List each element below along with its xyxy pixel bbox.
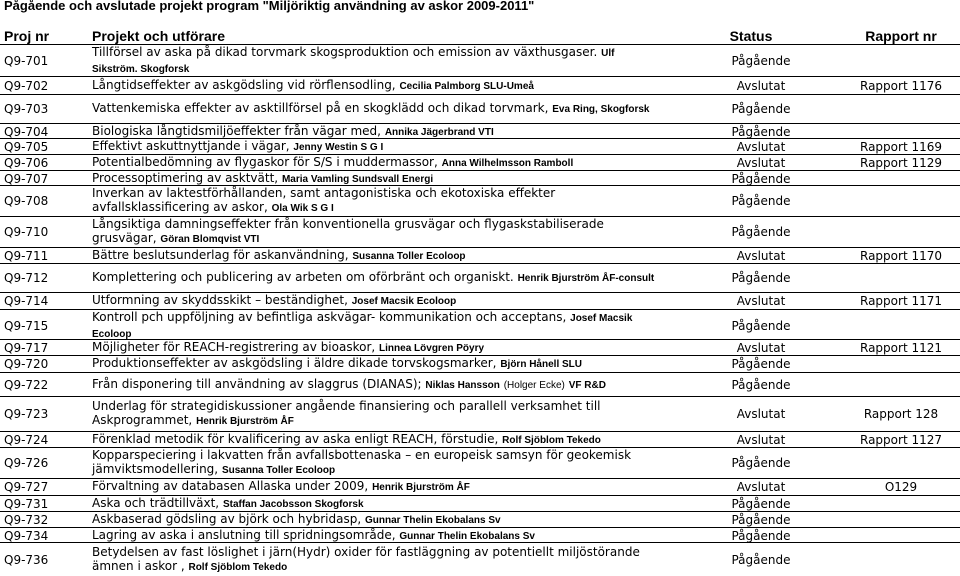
status-cell <box>660 293 842 309</box>
project-cell <box>88 139 660 155</box>
report-cell <box>842 479 960 495</box>
project-description <box>92 496 660 512</box>
project-cell <box>88 543 660 576</box>
table-row <box>0 45 960 77</box>
project-number: Q9-702 <box>4 78 49 93</box>
status-cell <box>660 432 842 448</box>
project-performer: Susanna Toller Ecoloop <box>221 465 336 476</box>
project-cell <box>88 479 660 495</box>
status-cell <box>660 496 842 512</box>
project-cell <box>88 186 660 216</box>
project-title: Långtidseffekter av askgödsling vid rörflensodling, <box>92 77 396 92</box>
project-number-cell <box>0 95 88 123</box>
project-cell <box>88 448 660 478</box>
project-number-cell <box>0 340 88 356</box>
table-row <box>0 543 960 576</box>
project-title: Processoptimering av asktvätt, <box>92 171 279 185</box>
project-performer: Gunnar Thelin Ekobalans Sv <box>364 515 501 526</box>
status-text: Pågående <box>731 271 791 285</box>
status-text: Pågående <box>731 377 791 392</box>
project-title: Förvaltning av databasen Allaska under 2009, <box>92 479 369 493</box>
project-number-cell <box>0 77 88 94</box>
report-cell <box>842 496 960 512</box>
table-row <box>0 264 960 293</box>
project-description <box>92 248 660 264</box>
status-cell <box>660 373 842 396</box>
project-number-cell <box>0 397 88 431</box>
report-cell <box>842 248 960 264</box>
status-text: Pågående <box>731 529 791 543</box>
project-title: Aska och trädtillväxt, <box>92 496 220 510</box>
project-title: Tillförsel av aska på dikad torvmark skogsproduktion och emission av växthusgaser. <box>92 45 598 59</box>
project-number: Q9-723 <box>4 407 49 421</box>
project-cell <box>88 171 660 187</box>
table-row <box>0 340 960 356</box>
project-title: Inverkan av laktestförhållanden, samt antagonistiska och ekotoxiska effekter avfallsklassificering av askor, <box>92 186 556 214</box>
status-text: Avslutat <box>736 341 786 355</box>
project-number: Q9-734 <box>4 529 49 543</box>
project-number-cell <box>0 496 88 512</box>
status-cell <box>660 528 842 544</box>
project-performer: Annika Jägerbrand VTI <box>384 127 494 138</box>
project-performer: Josef Macsik Ecoloop <box>92 313 633 340</box>
status-cell <box>660 139 842 155</box>
project-number-cell <box>0 432 88 448</box>
project-title: Vattenkemiska effekter av asktillförsel på en skogklädd och dikad torvmark, <box>92 101 549 115</box>
project-number-cell <box>0 528 88 544</box>
project-number-cell <box>0 171 88 187</box>
report-cell <box>842 124 960 140</box>
project-number: Q9-722 <box>4 377 49 392</box>
project-performer: Ulf Sikström. Skogforsk <box>92 48 615 75</box>
status-cell <box>660 512 842 528</box>
status-cell <box>660 448 842 478</box>
status-cell <box>660 95 842 123</box>
report-cell <box>842 155 960 171</box>
project-description <box>92 432 660 448</box>
project-number: Q9-704 <box>4 125 49 139</box>
report-number: Rapport 1176 <box>860 78 942 93</box>
report-cell <box>842 528 960 544</box>
project-number-cell <box>0 373 88 396</box>
report-number: Rapport 1129 <box>860 156 942 170</box>
report-cell <box>842 512 960 528</box>
project-number-cell <box>0 356 88 372</box>
table-row <box>0 432 960 448</box>
report-cell <box>842 264 960 292</box>
status-cell <box>660 397 842 431</box>
project-number: Q9-706 <box>4 156 49 170</box>
status-text: Pågående <box>731 102 791 116</box>
project-cell <box>88 248 660 264</box>
status-text: Avslutat <box>736 407 786 421</box>
project-number-cell <box>0 45 88 77</box>
project-cell <box>88 217 660 247</box>
status-cell <box>660 45 842 77</box>
project-description <box>92 310 660 342</box>
project-performer: Cecilia Palmborg SLU-Umeå <box>399 80 534 92</box>
project-title: Kontroll pch uppföljning av befintliga askvägar- kommunikation och acceptans, <box>92 310 567 324</box>
table-row <box>0 155 960 171</box>
table-row <box>0 124 960 139</box>
project-performer: Ola Wik S G I <box>271 203 334 214</box>
project-cell <box>88 397 660 431</box>
project-performer: Eva Ring, Skogforsk <box>552 104 650 115</box>
status-text: Pågående <box>731 172 791 186</box>
report-cell <box>842 186 960 216</box>
project-performer: Henrik Bjurström ÅF <box>196 416 294 427</box>
report-number: O129 <box>884 480 918 494</box>
project-number: Q9-705 <box>4 140 49 154</box>
project-title: Potentialbedömning av flygaskor för S/S i muddermassor, <box>92 155 438 169</box>
report-cell <box>842 448 960 478</box>
project-number: Q9-708 <box>4 194 49 208</box>
table-row <box>0 248 960 264</box>
project-title: Effektivt askuttnyttjande i vägar, <box>92 139 290 153</box>
status-cell <box>660 217 842 247</box>
document-title: Pågående och avslutade projekt program "Miljöriktig användning av askor 2009-2011" <box>4 0 535 13</box>
project-description <box>92 528 660 544</box>
project-description <box>92 78 660 94</box>
report-cell <box>842 356 960 372</box>
project-cell <box>88 45 660 77</box>
project-description <box>92 186 660 216</box>
project-number-cell <box>0 448 88 478</box>
table-row <box>0 95 960 124</box>
projects-table <box>0 28 960 576</box>
project-title: Utformning av skyddsskikt – beständighet, <box>92 293 348 307</box>
status-text: Avslutat <box>736 140 786 154</box>
status-text: Avslutat <box>736 294 786 308</box>
report-number: Rapport 1121 <box>860 341 942 355</box>
project-number-cell <box>0 248 88 264</box>
project-number-cell <box>0 543 88 576</box>
project-description <box>92 155 660 171</box>
table-row <box>0 397 960 432</box>
project-number: Q9-715 <box>4 319 49 333</box>
table-row <box>0 293 960 310</box>
report-cell <box>842 432 960 448</box>
report-number: Rapport 1170 <box>860 249 942 263</box>
table-row <box>0 356 960 373</box>
project-description <box>92 377 660 393</box>
report-cell <box>842 293 960 309</box>
project-performer: Göran Blomqvist VTI <box>160 234 260 245</box>
report-cell <box>842 217 960 247</box>
table-row <box>0 448 960 479</box>
header-status: Status <box>729 28 773 44</box>
project-performer: Rolf Sjöblom Tekedo <box>502 435 601 446</box>
report-cell <box>842 543 960 576</box>
status-cell <box>660 124 842 140</box>
status-cell <box>660 310 842 342</box>
table-row <box>0 77 960 95</box>
status-text: Pågående <box>731 125 791 139</box>
project-title: Betydelsen av fast löslighet i järn(Hydr) oxider för fastläggning av potentiellt miljöstörande ämnen i askor , <box>92 544 640 573</box>
project-cell <box>88 432 660 448</box>
status-text: Avslutat <box>736 249 786 263</box>
project-description <box>92 217 660 247</box>
status-text: Avslutat <box>736 433 786 447</box>
project-description <box>92 448 660 478</box>
project-number-cell <box>0 293 88 309</box>
project-title: Möjligheter för REACH-registrering av bioaskor, <box>92 340 376 354</box>
project-number: Q9-731 <box>4 497 49 511</box>
report-cell <box>842 397 960 431</box>
header-report-number: Rapport nr <box>865 28 937 44</box>
project-performer: Anna Wilhelmsson Ramboll <box>441 158 574 169</box>
status-text: Avslutat <box>736 78 786 93</box>
project-title: Från disponering till användning av slaggrus (DIANAS); <box>92 376 422 391</box>
project-description <box>92 399 660 429</box>
status-text: Pågående <box>731 225 791 239</box>
project-title: Underlag för strategidiskussioner angående finansiering och parallell verksamhet till Askprogrammet, <box>92 399 601 427</box>
status-text: Pågående <box>731 357 791 371</box>
status-cell <box>660 248 842 264</box>
project-title: Biologiska långtidsmiljöeffekter från vägar med, <box>92 124 381 138</box>
project-number-cell <box>0 264 88 292</box>
report-cell <box>842 373 960 396</box>
table-row <box>0 496 960 512</box>
project-performer: Linnea Lövgren Pöyry <box>379 343 485 354</box>
header-project-number: Proj nr <box>4 28 50 44</box>
project-performer: Henrik Bjurström ÅF <box>372 482 470 493</box>
report-cell <box>842 45 960 77</box>
status-text: Pågående <box>731 456 791 470</box>
project-description <box>92 512 660 528</box>
project-number: Q9-726 <box>4 456 49 470</box>
status-text: Pågående <box>731 319 791 333</box>
table-row <box>0 479 960 496</box>
table-row <box>0 512 960 528</box>
header-project: Projekt och utförare <box>92 28 226 44</box>
performer-note: (Holger Ecke) <box>503 379 565 391</box>
project-description <box>92 101 660 117</box>
table-row <box>0 171 960 186</box>
project-cell <box>88 124 660 140</box>
project-number: Q9-732 <box>4 513 49 527</box>
project-number-cell <box>0 479 88 495</box>
status-cell <box>660 77 842 94</box>
status-text: Pågående <box>731 54 791 68</box>
project-cell <box>88 496 660 512</box>
project-performer: Maria Vamling Sundsvall Energi <box>281 174 434 185</box>
report-number: Rapport 1127 <box>860 433 942 447</box>
project-number-cell <box>0 310 88 342</box>
project-cell <box>88 512 660 528</box>
status-text: Avslutat <box>736 480 786 494</box>
project-title: Bättre beslutsunderlag för askanvändning, <box>92 248 349 262</box>
table-body <box>0 45 960 576</box>
report-cell <box>842 340 960 356</box>
project-cell <box>88 340 660 356</box>
report-cell <box>842 77 960 94</box>
status-cell <box>660 340 842 356</box>
project-performer: Josef Macsik Ecoloop <box>351 296 457 307</box>
project-description <box>92 171 660 187</box>
project-cell <box>88 373 660 396</box>
report-number: Rapport 1169 <box>860 140 942 154</box>
project-cell <box>88 293 660 309</box>
report-cell <box>842 310 960 342</box>
project-cell <box>88 95 660 123</box>
project-description <box>92 124 660 140</box>
project-number: Q9-714 <box>4 294 49 308</box>
status-cell <box>660 171 842 187</box>
report-number: Rapport 1171 <box>860 294 942 308</box>
project-cell <box>88 528 660 544</box>
status-text: Pågående <box>731 552 791 567</box>
project-number: Q9-724 <box>4 433 49 447</box>
project-title: Förenklad metodik för kvalificering av aska enligt REACH, förstudie, <box>92 432 499 446</box>
project-title: Produktionseffekter av askgödsling i äldre dikade torvskogsmarker, <box>92 356 497 370</box>
project-number: Q9-720 <box>4 357 49 371</box>
table-row <box>0 217 960 248</box>
project-cell <box>88 77 660 94</box>
table-row <box>0 139 960 155</box>
status-cell <box>660 356 842 372</box>
project-description <box>92 293 660 309</box>
project-performer: Jenny Westin S G I <box>293 142 384 153</box>
project-title: Långsiktiga damningseffekter från konventionella grusvägar och flygaskstabiliserade grusvägar, <box>92 217 604 245</box>
project-number: Q9-707 <box>4 172 49 186</box>
project-description <box>92 139 660 155</box>
project-performer: Rolf Sjöblom Tekedo <box>188 561 288 573</box>
project-title: Kopparspeciering i lakvatten från avfallsbottenaska – en europeisk samsyn för geokemisk jämviktsmodellering, <box>92 448 632 476</box>
project-number: Q9-736 <box>4 552 49 567</box>
project-performer: Susanna Toller Ecoloop <box>352 251 466 262</box>
status-text: Pågående <box>731 497 791 511</box>
project-number-cell <box>0 512 88 528</box>
project-performer: Henrik Bjurström ÅF-consult <box>517 273 655 284</box>
project-performer: Björn Hånell SLU <box>500 359 583 370</box>
status-cell <box>660 479 842 495</box>
project-performer: Niklas Hansson <box>425 379 500 391</box>
table-row <box>0 373 960 397</box>
table-row <box>0 186 960 217</box>
project-description <box>92 356 660 372</box>
project-cell <box>88 155 660 171</box>
status-cell <box>660 186 842 216</box>
table-row <box>0 528 960 543</box>
project-performer: Gunnar Thelin Ekobalans Sv <box>399 531 535 542</box>
project-number-cell <box>0 155 88 171</box>
project-number: Q9-703 <box>4 102 49 116</box>
project-number-cell <box>0 139 88 155</box>
project-description <box>92 479 660 495</box>
project-description <box>92 270 660 286</box>
project-number-cell <box>0 186 88 216</box>
project-title: Lagring av aska i anslutning till spridningsområde, <box>92 528 396 542</box>
status-cell <box>660 264 842 292</box>
project-description <box>92 545 660 575</box>
project-number-cell <box>0 124 88 140</box>
project-number: Q9-712 <box>4 271 49 285</box>
project-description <box>92 45 660 77</box>
project-number: Q9-701 <box>4 54 49 68</box>
project-title: Askbaserad gödsling av björk och hybridasp, <box>92 512 362 526</box>
status-text: Pågående <box>731 513 791 527</box>
status-cell <box>660 543 842 576</box>
project-number: Q9-710 <box>4 225 49 239</box>
report-cell <box>842 171 960 187</box>
status-text: Avslutat <box>736 156 786 170</box>
report-cell <box>842 139 960 155</box>
project-cell <box>88 356 660 372</box>
performer-organisation: VF R&D <box>568 379 606 391</box>
project-cell <box>88 310 660 342</box>
project-number-cell <box>0 217 88 247</box>
table-row <box>0 310 960 340</box>
project-description <box>92 340 660 356</box>
project-number: Q9-711 <box>4 249 49 263</box>
project-performer: Staffan Jacobsson Skogforsk <box>222 499 364 510</box>
status-text: Pågående <box>731 194 791 208</box>
project-number: Q9-727 <box>4 480 49 494</box>
project-title: Komplettering och publicering av arbeten om oförbränt och organiskt. <box>92 270 514 284</box>
report-cell <box>842 95 960 123</box>
project-cell <box>88 264 660 292</box>
report-number: Rapport 128 <box>863 407 939 421</box>
status-cell <box>660 155 842 171</box>
project-number: Q9-717 <box>4 341 49 355</box>
table-header <box>0 28 960 45</box>
